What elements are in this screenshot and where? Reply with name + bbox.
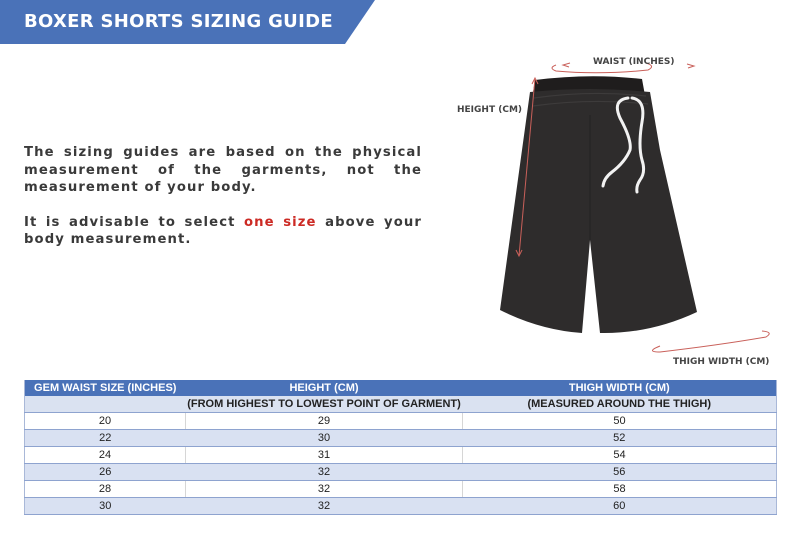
intro-text-segment: It is advisable to select — [24, 214, 245, 230]
cell-thigh: 60 — [463, 498, 777, 515]
cell-thigh: 54 — [463, 447, 777, 464]
cell-waist: 24 — [25, 447, 186, 464]
cell-height: 32 — [186, 464, 463, 481]
cell-height: 31 — [186, 447, 463, 464]
intro-paragraph-1: The sizing guides are based on the physical measurement of the garments, not the measurement of your body. — [24, 145, 422, 195]
cell-height: 30 — [186, 430, 463, 447]
shorts-garment-icon — [500, 76, 697, 333]
subheader-waist-size — [25, 396, 186, 413]
table-row — [25, 430, 777, 447]
highlight-one-size: one size — [244, 214, 317, 230]
subheader-thigh-width: (MEASURED AROUND THE THIGH) — [463, 396, 777, 413]
cell-waist: 22 — [25, 430, 186, 447]
cell-thigh: 58 — [463, 481, 777, 498]
table-row — [25, 498, 777, 515]
size-chart-table — [24, 380, 777, 515]
intro-text — [24, 144, 422, 266]
table-row — [25, 413, 777, 430]
table-row — [25, 464, 777, 481]
cell-thigh: 52 — [463, 430, 777, 447]
table-header-row — [25, 380, 777, 396]
cell-height: 32 — [186, 498, 463, 515]
thigh-width-label: THIGH WIDTH (CM) — [673, 357, 770, 367]
cell-height: 32 — [186, 481, 463, 498]
header-waist-size: GEM WAIST SIZE (INCHES) — [25, 380, 186, 396]
boxer-shorts-diagram — [440, 40, 800, 380]
intro-text-segment: above your body measurement. — [24, 214, 422, 247]
intro-paragraph-2 — [24, 214, 422, 249]
table-row — [25, 447, 777, 464]
waist-label: WAIST (INCHES) — [593, 57, 675, 67]
height-label: HEIGHT (CM) — [457, 105, 523, 115]
header-thigh-width: THIGH WIDTH (CM) — [463, 380, 777, 396]
header-height: HEIGHT (CM) — [186, 380, 463, 396]
cell-waist: 30 — [25, 498, 186, 515]
cell-waist: 26 — [25, 464, 186, 481]
page-title: BOXER SHORTS SIZING GUIDE — [24, 11, 333, 32]
table-row — [25, 481, 777, 498]
cell-waist: 28 — [25, 481, 186, 498]
cell-thigh: 56 — [463, 464, 777, 481]
table-subheader-row — [25, 396, 777, 413]
cell-waist: 20 — [25, 413, 186, 430]
subheader-height: (FROM HIGHEST TO LOWEST POINT OF GARMENT) — [186, 396, 463, 413]
cell-height: 29 — [186, 413, 463, 430]
cell-thigh: 50 — [463, 413, 777, 430]
